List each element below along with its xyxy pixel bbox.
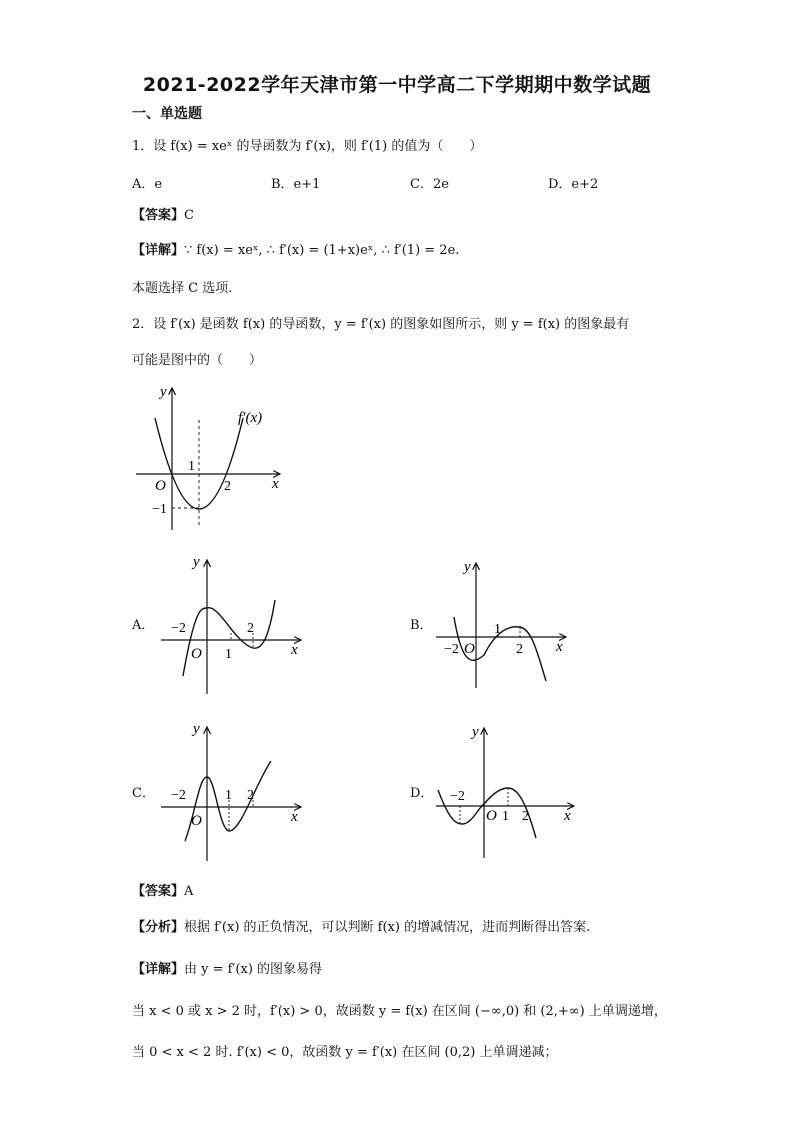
q2-option-c-label: C．	[132, 786, 155, 801]
detail-text: ∵ f(x) = xeˣ, ∴ f′(x) = (1+x)eˣ, ∴ f′(1) = 2e.	[184, 243, 460, 258]
tick-label: −2	[171, 621, 186, 636]
answer-tag: 【答案】	[132, 208, 185, 223]
origin-label: O	[191, 813, 202, 829]
x-label: x	[564, 808, 571, 824]
analysis-text: 根据 f′(x) 的正负情况，可以判断 f(x) 的增减情况，进而判断得出答案.	[184, 920, 591, 935]
origin-label: O	[155, 478, 166, 494]
q1-option-d: D．e+2	[548, 177, 599, 192]
section-heading: 一、单选题	[132, 106, 202, 122]
q2-option-a-label: A．	[132, 618, 155, 633]
option-a-curve	[183, 600, 275, 676]
tick-label: 1	[225, 647, 232, 662]
tick-label: 2	[522, 809, 529, 824]
tick-label: 1	[188, 459, 195, 474]
q1-detail	[132, 239, 459, 258]
x-label: x	[556, 639, 563, 655]
q1-stem: 1．设 f(x) = xeˣ 的导函数为 f′(x)，则 f′(1) 的值为（ ）	[132, 139, 483, 154]
q2-analysis	[132, 916, 590, 935]
detail-tag: 【详解】	[132, 962, 185, 977]
y-label: y	[193, 554, 200, 570]
tick-label: −2	[450, 789, 465, 804]
x-label: x	[291, 809, 298, 825]
detail-tag: 【详解】	[132, 243, 185, 258]
tick-label: 1	[494, 622, 501, 637]
tick-label: −2	[444, 642, 459, 657]
y-label: y	[472, 724, 479, 740]
tick-label: 1	[225, 788, 232, 803]
x-label: x	[291, 642, 298, 658]
q2-answer	[132, 880, 193, 899]
q2-stem-line1: 2．设 f′(x) 是函数 f(x) 的导函数，y = f′(x) 的图象如图所示，则 y = f(x) 的图象最有	[132, 317, 630, 332]
tick-label: 1	[502, 809, 509, 824]
tick-label: 2	[224, 479, 231, 494]
detail-text: 由 y = f′(x) 的图象易得	[184, 962, 323, 977]
origin-label: O	[191, 646, 202, 662]
q2-option-d-label: D．	[410, 786, 434, 801]
origin-label: O	[486, 808, 497, 824]
option-d-graph	[432, 720, 582, 860]
x-label: x	[272, 476, 279, 492]
tick-label: −1	[152, 502, 167, 517]
tick-label: 2	[516, 642, 523, 657]
y-label: y	[464, 559, 471, 575]
answer-tag: 【答案】	[132, 884, 185, 899]
q1-option-a: A．e	[132, 177, 163, 192]
main-derivative-graph	[130, 378, 300, 538]
answer-value: C	[184, 208, 194, 223]
analysis-tag: 【分析】	[132, 920, 185, 935]
option-a-graph	[155, 548, 320, 698]
option-b-graph	[432, 555, 572, 690]
origin-label: O	[464, 641, 475, 657]
tick-label: 2	[247, 621, 254, 636]
q1-option-c: C．2e	[410, 177, 449, 192]
curve-label: f′(x)	[238, 410, 263, 426]
page-title: 2021-2022学年天津市第一中学高二下学期期中数学试题	[142, 74, 652, 96]
q2-detail-line-b: 当 0 < x < 2 时. f′(x) < 0，故函数 y = f′(x) 在区间 (0,2) 上单调递减；	[132, 1045, 558, 1060]
y-label: y	[160, 384, 167, 400]
q1-note: 本题选择 C 选项.	[132, 281, 233, 296]
q2-option-b-label: B．	[410, 618, 433, 633]
q2-stem-line2: 可能是图中的（ ）	[132, 353, 263, 368]
q1-answer	[132, 204, 194, 223]
q2-detail	[132, 958, 322, 977]
answer-value: A	[184, 884, 194, 899]
q1-option-b: B．e+1	[271, 177, 321, 192]
y-label: y	[193, 721, 200, 737]
tick-label: 2	[247, 788, 254, 803]
q2-detail-line-a: 当 x < 0 或 x > 2 时，f′(x) > 0，故函数 y = f(x) 在区间 (−∞,0) 和 (2,+∞) 上单调递增，	[132, 1004, 667, 1019]
tick-label: −2	[171, 788, 186, 803]
option-c-graph	[155, 715, 320, 865]
